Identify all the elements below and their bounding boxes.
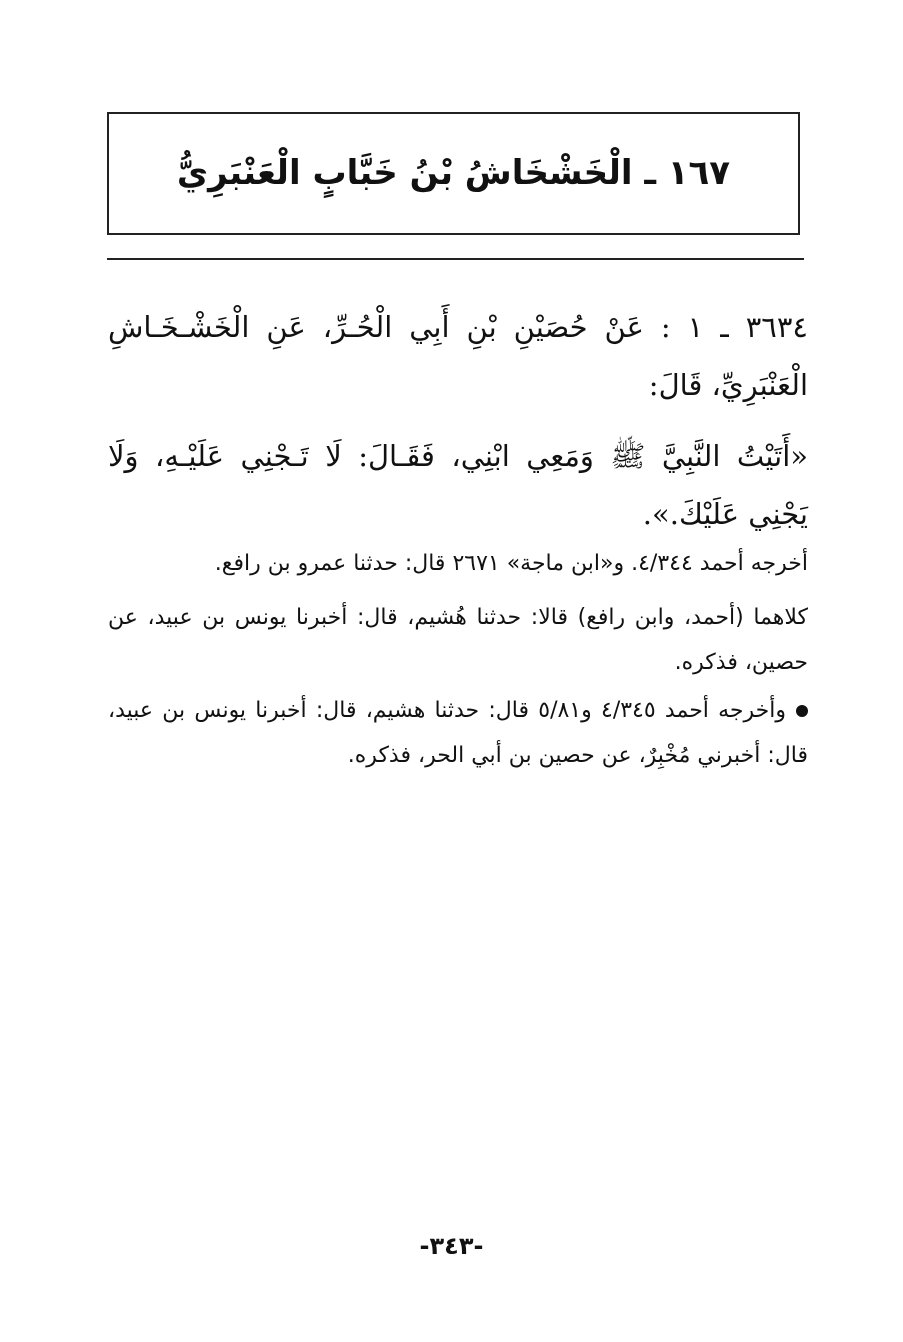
hadith-matn: «أَتَيْتُ النَّبِيَّ ﷺ وَمَعِي ابْنِي، فَقَـالَ: لَا تَـجْنِي عَلَيْـهِ، وَلَا يَجْنِي عَلَيْكَ.». <box>108 439 809 531</box>
chapter-title-box <box>107 112 800 235</box>
takhrij-note-2: كلاهما (أحمد، وابن رافع) قالا: حدثنا هُشيم، قال: أخبرنا يونس بن عبيد، عن حصين، فذكره. <box>108 605 808 675</box>
takhrij-note-3 <box>108 688 808 778</box>
chapter-title: ١٦٧ ـ الْخَشْخَاشُ بْنُ خَبَّابٍ الْعَنْبَرِيُّ <box>176 153 731 194</box>
takhrij-note-3-text: وأخرجه أحمد ٤/٣٤٥ و٥/٨١ قال: حدثنا هشيم، قال: أخبرنا يونس بن عبيد، قال: أخبرني مُخْبِرٌ، عن حصين بن أبي الحر، فذكره. <box>108 698 808 768</box>
bullet-dot-icon <box>796 705 808 717</box>
page-number: -٣٤٣- <box>419 1232 484 1260</box>
hadith-isnad: ٣٦٣٤ ـ ١ : عَنْ حُصَيْنِ بْنِ أَبِي الْحُـرِّ، عَنِ الْخَشْـخَـاشِ الْعَنْبَرِيِّ، قَالَ: <box>108 310 808 402</box>
takhrij-note-1: أخرجه أحمد ٤/٣٤٤. و«ابن ماجة» ٢٦٧١ قال: حدثنا عمرو بن رافع. <box>214 551 808 576</box>
header-divider <box>107 258 804 260</box>
